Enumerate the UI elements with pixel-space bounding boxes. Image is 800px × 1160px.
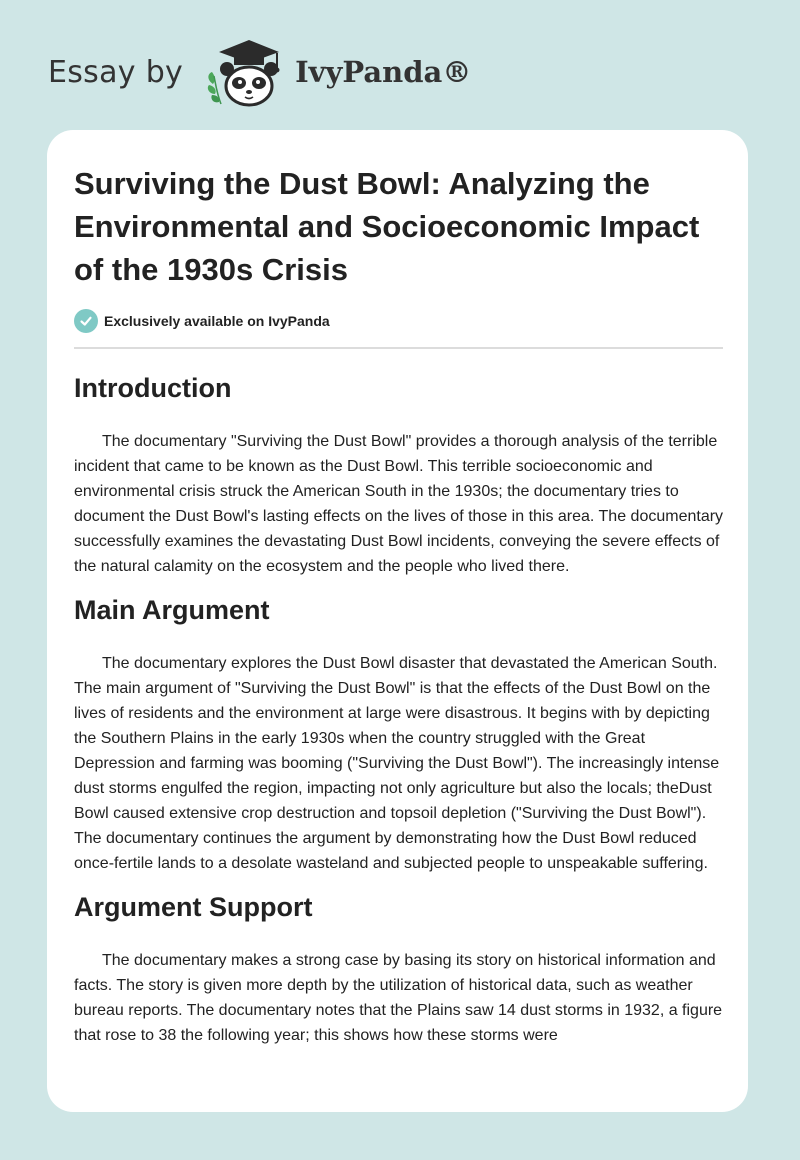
panda-graduate-icon[interactable] [199, 36, 291, 108]
exclusive-label: Exclusively available on IvyPanda [104, 313, 330, 329]
section-paragraph: The documentary makes a strong case by basing its story on historical information and facts. The story is given more depth by the utilization of historical data, such as weather bureau reports. The documentary notes that the Plains saw 14 dust storms in 1932, a figure that rose to 38 the following year; this shows how these storms were [74, 952, 723, 1044]
section-heading: Main Argument [74, 595, 270, 625]
section-paragraph: The documentary "Surviving the Dust Bowl" provides a thorough analysis of the terrible incident that came to be known as the Dust Bowl. This terrible socioeconomic and environmental crisis struck the American South in the 1930s; the documentary tries to document the Dust Bowl's lasting effects on the lives of those in this area. The documentary successfully examines the devastating Dust Bowl incidents, conveying the severe effects of the natural calamity on the ecosystem and the people who lived there. [74, 433, 724, 575]
check-icon [74, 309, 98, 333]
section-heading: Introduction [74, 373, 232, 403]
section-paragraph: The documentary explores the Dust Bowl disaster that devastated the American South. The main argument of "Surviving the Dust Bowl" is that the effects of the Dust Bowl on the lives of residents and the environment at large were disastrous. It begins with by depicting the Southern Plains in the early 1930s when the country struggled with the Great Depression and farming was booming ("Surviving the Dust Bowl"). The increasingly intense dust storms engulfed the region, impacting not only agriculture but also the locals; theDust Bowl caused extensive crop destruction and topsoil depletion ("Surviving the Dust Bowl"). The documentary continues the argument by demonstrating how the Dust Bowl reduced once-fertile lands to a desolate wasteland and subjected people to unspeakable suffering. [74, 655, 720, 872]
title-divider [74, 347, 723, 349]
section-argument-support [74, 890, 722, 1048]
essay-by-label: Essay by [48, 54, 184, 90]
section-heading: Argument Support [74, 892, 313, 922]
essay-title: Surviving the Dust Bowl: Analyzing the Environmental and Socioeconomic Impact of the 1930s Crisis [74, 166, 700, 287]
brand-name[interactable]: IvyPanda® [295, 55, 472, 89]
essay-card [47, 130, 748, 1112]
site-header [48, 36, 471, 108]
section-main-argument [74, 593, 722, 876]
exclusive-badge [74, 309, 722, 333]
section-introduction [74, 371, 722, 579]
